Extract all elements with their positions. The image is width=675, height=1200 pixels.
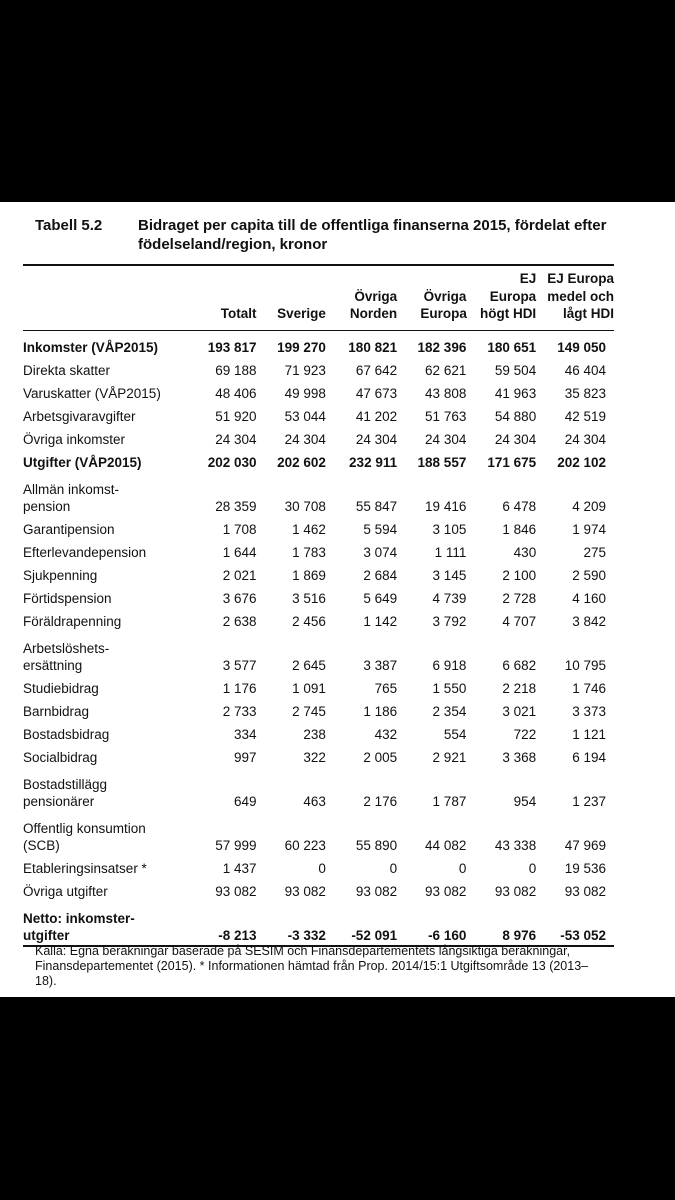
value-cell: 554 <box>443 727 467 742</box>
value-cell: 430 <box>513 545 537 560</box>
value-cell: 202 030 <box>207 455 257 470</box>
value-cell: 3 368 <box>502 750 537 765</box>
value-cell: 3 021 <box>502 704 537 719</box>
value-cell: 2 684 <box>363 568 398 583</box>
value-cell: 202 102 <box>557 455 606 470</box>
value-cell: 60 223 <box>284 838 326 853</box>
row-label <box>23 878 188 901</box>
table-row <box>23 608 614 631</box>
header-ovriga-norden <box>326 265 397 330</box>
value-cell: 3 105 <box>432 522 467 537</box>
table-row <box>23 878 614 901</box>
contribution-table <box>23 264 614 947</box>
row-label <box>23 516 188 539</box>
table-row <box>23 698 614 721</box>
value-cell: -53 052 <box>560 928 606 943</box>
value-cell: 0 <box>389 861 398 876</box>
value-cell: 0 <box>458 861 467 876</box>
value-cell: 1 121 <box>572 727 606 742</box>
value-cell: 3 676 <box>222 591 257 606</box>
value-cell: 19 416 <box>425 499 467 514</box>
table-row <box>23 403 614 426</box>
row-label-line: pensionärer <box>23 794 95 809</box>
value-cell: 1 462 <box>292 522 326 537</box>
value-cell: 954 <box>513 794 537 809</box>
header-row <box>23 265 614 330</box>
value-cell: 3 074 <box>363 545 398 560</box>
table-row <box>23 516 614 539</box>
value-cell: 3 145 <box>432 568 467 583</box>
value-cell: 1 708 <box>222 522 257 537</box>
header-ej-europa-hogt-text: EJ Europa högt HDI <box>479 271 537 321</box>
value-cell: 322 <box>303 750 326 765</box>
row-label <box>23 380 188 403</box>
header-totalt <box>188 265 257 330</box>
value-cell: 69 188 <box>215 363 257 378</box>
value-cell: 3 792 <box>432 614 467 629</box>
value-cell: 193 817 <box>207 340 257 355</box>
table-row <box>23 562 614 585</box>
source-note: Källa: Egna beräkningar baserade på SESIM och Finansdepartementets långsiktiga beräkningar, Finansdepartementet (2015). * Informationen hämtad från Prop. 2014/15:1 Utgiftsområde 13 (2013–18). <box>35 944 589 988</box>
row-label-line: Allmän inkomst- <box>23 481 120 497</box>
row-label-line: Förtidspension <box>23 591 112 606</box>
row-label-line: Garantipension <box>23 522 115 537</box>
table-row <box>23 330 614 357</box>
value-cell: 1 176 <box>222 681 257 696</box>
row-label-line: Offentlig konsumtion <box>23 820 146 836</box>
value-cell: 180 821 <box>348 340 398 355</box>
header-sverige <box>257 265 326 330</box>
value-cell: 55 847 <box>355 499 398 514</box>
row-label-line: Direkta skatter <box>23 363 111 378</box>
row-label <box>23 608 188 631</box>
value-cell: 71 923 <box>284 363 326 378</box>
value-cell: 93 082 <box>355 884 398 899</box>
value-cell: 2 745 <box>292 704 326 719</box>
value-cell: 1 186 <box>363 704 398 719</box>
value-cell: 171 675 <box>487 455 537 470</box>
table-row <box>23 380 614 403</box>
value-cell: 0 <box>318 861 326 876</box>
value-cell: 765 <box>374 681 398 696</box>
value-cell: 42 519 <box>564 409 606 424</box>
value-cell: 67 642 <box>355 363 398 378</box>
value-cell: 5 594 <box>363 522 398 537</box>
value-cell: 93 082 <box>564 884 606 899</box>
row-label <box>23 562 188 585</box>
value-cell: 1 550 <box>432 681 467 696</box>
value-cell: 182 396 <box>417 340 467 355</box>
row-label-line: Efterlevandepension <box>23 545 147 560</box>
table-row <box>23 472 614 516</box>
value-cell: 24 304 <box>494 432 537 447</box>
table-title: Bidraget per capita till de offentliga finanserna 2015, fördelat efter födelseland/region, kronor <box>138 217 607 253</box>
row-label-line: ersättning <box>23 658 83 673</box>
row-label <box>23 472 188 516</box>
row-label-line: Inkomster (VÅP2015) <box>23 340 159 355</box>
row-label-line: Föräldrapenning <box>23 614 122 629</box>
value-cell: 19 536 <box>564 861 606 876</box>
row-label-line: Övriga utgifter <box>23 884 108 899</box>
header-ovriga-europa <box>397 265 466 330</box>
value-cell: 3 387 <box>363 658 398 673</box>
row-label-line: Etableringsinsatser * <box>23 861 147 876</box>
value-cell: 2 728 <box>502 591 537 606</box>
value-cell: 188 557 <box>417 455 467 470</box>
value-cell: 1 111 <box>434 545 467 560</box>
value-cell: 24 304 <box>355 432 398 447</box>
table-row <box>23 901 614 946</box>
row-label <box>23 675 188 698</box>
value-cell: 2 176 <box>363 794 398 809</box>
row-label <box>23 811 188 855</box>
value-cell: 2 733 <box>222 704 257 719</box>
value-cell: 8 976 <box>502 928 537 943</box>
value-cell: 0 <box>528 861 537 876</box>
value-cell: 1 644 <box>222 545 257 560</box>
value-cell: 1 091 <box>292 681 326 696</box>
value-cell: 6 194 <box>572 750 606 765</box>
value-cell: 93 082 <box>425 884 467 899</box>
value-cell: 62 621 <box>425 363 467 378</box>
table-row <box>23 855 614 878</box>
value-cell: 997 <box>234 750 257 765</box>
row-label-line: Arbetslöshets- <box>23 640 110 656</box>
value-cell: 43 808 <box>425 386 467 401</box>
value-cell: 46 404 <box>564 363 606 378</box>
value-cell: 1 787 <box>432 794 467 809</box>
value-cell: 1 783 <box>292 545 326 560</box>
table-row <box>23 721 614 744</box>
value-cell: 6 478 <box>502 499 537 514</box>
value-cell: 463 <box>303 794 326 809</box>
header-ej-europa-lagt-hdi <box>536 265 614 330</box>
value-cell: -52 091 <box>351 928 398 943</box>
header-ej-europa-hogt-hdi <box>466 265 536 330</box>
header-ej-europa-lagt-text: EJ Europa medel och lågt HDI <box>547 271 614 321</box>
value-cell: 4 209 <box>572 499 606 514</box>
table-row <box>23 675 614 698</box>
row-label-line: Netto: inkomster- <box>23 910 135 926</box>
value-cell: 49 998 <box>284 386 326 401</box>
row-label <box>23 449 188 472</box>
value-cell: 1 142 <box>363 614 398 629</box>
row-label <box>23 698 188 721</box>
value-cell: 48 406 <box>215 386 257 401</box>
row-label <box>23 330 188 357</box>
value-cell: 43 338 <box>494 838 537 853</box>
value-cell: 53 044 <box>284 409 326 424</box>
value-cell: 2 638 <box>222 614 257 629</box>
value-cell: -8 213 <box>218 928 257 943</box>
value-cell: 51 763 <box>425 409 467 424</box>
table-row <box>23 426 614 449</box>
table-row <box>23 449 614 472</box>
value-cell: 2 021 <box>222 568 257 583</box>
row-label <box>23 585 188 608</box>
value-cell: 2 456 <box>292 614 326 629</box>
value-cell: 238 <box>303 727 326 742</box>
row-label <box>23 767 188 811</box>
value-cell: -6 160 <box>428 928 467 943</box>
table-body <box>23 330 614 946</box>
value-cell: 59 504 <box>494 363 537 378</box>
value-cell: 2 921 <box>432 750 467 765</box>
value-cell: 232 911 <box>349 455 398 470</box>
table-row <box>23 539 614 562</box>
value-cell: 3 516 <box>292 591 326 606</box>
value-cell: 47 673 <box>355 386 398 401</box>
row-label-line: Barnbidrag <box>23 704 90 719</box>
value-cell: 51 920 <box>215 409 257 424</box>
header-ovriga-norden-text: Övriga Norden <box>349 288 398 321</box>
value-cell: 24 304 <box>425 432 467 447</box>
value-cell: 334 <box>234 727 257 742</box>
value-cell: 35 823 <box>564 386 606 401</box>
value-cell: 57 999 <box>215 838 257 853</box>
value-cell: 24 304 <box>284 432 326 447</box>
value-cell: 4 707 <box>502 614 537 629</box>
value-cell: 41 963 <box>494 386 537 401</box>
value-cell: 3 842 <box>572 614 606 629</box>
row-label <box>23 403 188 426</box>
row-label-line: Arbetsgivaravgifter <box>23 409 136 424</box>
value-cell: 2 645 <box>292 658 326 673</box>
value-cell: 3 373 <box>572 704 606 719</box>
row-label-line: pension <box>23 499 71 514</box>
value-cell: 6 682 <box>502 658 537 673</box>
table-row <box>23 744 614 767</box>
value-cell: 1 746 <box>572 681 606 696</box>
value-cell: 10 795 <box>564 658 606 673</box>
row-label <box>23 357 188 380</box>
table-row <box>23 631 614 675</box>
row-label <box>23 426 188 449</box>
value-cell: 93 082 <box>215 884 257 899</box>
row-label-line: Bostadstillägg <box>23 776 108 792</box>
value-cell: 28 359 <box>215 499 257 514</box>
value-cell: 2 218 <box>502 681 537 696</box>
row-label-line: Utgifter (VÅP2015) <box>23 455 142 470</box>
header-totalt-text: Totalt <box>220 306 257 321</box>
value-cell: 1 869 <box>292 568 326 583</box>
value-cell: 6 918 <box>432 658 467 673</box>
row-label-line: Studiebidrag <box>23 681 99 696</box>
value-cell: -3 332 <box>287 928 326 943</box>
header-ovriga-europa-text: Övriga Europa <box>420 288 467 321</box>
value-cell: 5 649 <box>363 591 398 606</box>
header-sverige-text: Sverige <box>277 306 326 321</box>
value-cell: 2 590 <box>572 568 606 583</box>
row-label <box>23 744 188 767</box>
table-row <box>23 585 614 608</box>
document-page <box>0 202 675 997</box>
value-cell: 4 739 <box>432 591 467 606</box>
value-cell: 149 050 <box>557 340 606 355</box>
table-number: Tabell 5.2 <box>35 217 103 234</box>
value-cell: 722 <box>513 727 537 742</box>
row-label-line: Sjukpenning <box>23 568 98 583</box>
value-cell: 275 <box>583 545 606 560</box>
value-cell: 54 880 <box>494 409 537 424</box>
row-label <box>23 901 188 946</box>
row-label-line: Varuskatter (VÅP2015) <box>23 386 161 401</box>
row-label <box>23 855 188 878</box>
table-row <box>23 357 614 380</box>
value-cell: 55 890 <box>355 838 398 853</box>
header-label-column <box>23 265 188 330</box>
value-cell: 432 <box>374 727 398 742</box>
value-cell: 1 237 <box>572 794 606 809</box>
value-cell: 3 577 <box>222 658 257 673</box>
value-cell: 44 082 <box>425 838 467 853</box>
value-cell: 199 270 <box>277 340 326 355</box>
value-cell: 2 354 <box>432 704 467 719</box>
table-row <box>23 811 614 855</box>
table-row <box>23 767 614 811</box>
value-cell: 649 <box>234 794 257 809</box>
row-label <box>23 721 188 744</box>
row-label-line: Socialbidrag <box>23 750 98 765</box>
value-cell: 24 304 <box>564 432 606 447</box>
value-cell: 180 651 <box>487 340 537 355</box>
row-label <box>23 631 188 675</box>
value-cell: 1 974 <box>572 522 606 537</box>
value-cell: 41 202 <box>355 409 398 424</box>
row-label-line: utgifter <box>23 928 70 943</box>
row-label-line: Bostadsbidrag <box>23 727 110 742</box>
row-label-line: (SCB) <box>23 838 60 853</box>
value-cell: 30 708 <box>284 499 326 514</box>
value-cell: 2 005 <box>363 750 398 765</box>
value-cell: 2 100 <box>502 568 537 583</box>
value-cell: 1 437 <box>222 861 257 876</box>
value-cell: 47 969 <box>564 838 606 853</box>
value-cell: 93 082 <box>494 884 537 899</box>
value-cell: 1 846 <box>502 522 537 537</box>
value-cell: 4 160 <box>572 591 606 606</box>
value-cell: 202 602 <box>277 455 326 470</box>
row-label <box>23 539 188 562</box>
value-cell: 24 304 <box>215 432 257 447</box>
row-label-line: Övriga inkomster <box>23 432 126 447</box>
value-cell: 93 082 <box>284 884 326 899</box>
